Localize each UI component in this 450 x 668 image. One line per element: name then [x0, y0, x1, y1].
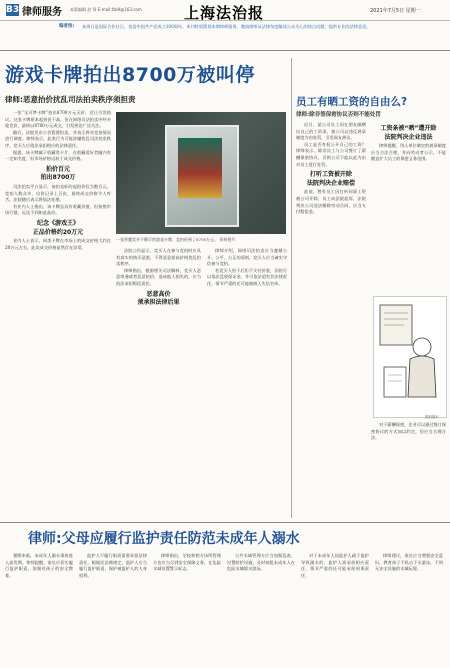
main-article-center-column-2 [207, 248, 287, 510]
section-subheading: 拍出8700万 [40, 174, 76, 182]
paragraph: 律师介绍，网络司法拍卖应当遵循公开、公平、公正的原则，竞买人应当诚实守信参与竞拍。 [207, 248, 287, 267]
section-subheading: 打听工资被开除 [309, 171, 352, 179]
bottom-headline: 律师:父母应履行监护责任防范未成年人溺水 [28, 531, 300, 547]
section-subheading: 正品价格约20万元 [32, 228, 84, 236]
section-subheading: 拍价百元 [45, 165, 70, 173]
paragraph: 公共水域管理方应当加强巡查，设置防护设施，及时劝阻未成年人在危险水域嬉水游泳。 [227, 553, 295, 572]
main-article-left-column [5, 110, 111, 510]
cartoon-drawing [374, 297, 446, 417]
right-article-column-2b [371, 422, 446, 512]
section-title: 律师服务 [22, 7, 62, 18]
paragraph: 对于未成年人因监护人疏于监护导致溺水的，监护人需承担相应责任，情节严重的还可能承担刑事责任。 [301, 553, 369, 578]
paragraph: 一张“宝可梦卡牌”拍出8700万元天价，近日引发热议。这张卡牌原本起拍价不高，但在网络司法拍卖中经多轮竞价，最终以8700万元成交，引发舆论广泛关注。 [5, 110, 111, 129]
card-artwork [178, 138, 222, 198]
paragraph: 律师指出，学校和相关场所管理方也应当尽到安全保障义务，在危险水域设置警示标志。 [153, 553, 221, 572]
paragraph: 随后，法院发布公告暂缓拍卖，并表示将对竞拍情况进行调查。律师表示，此类行为可能涉嫌扰乱司法拍卖秩序，竞买人应依法承担相应的法律责任。 [5, 129, 111, 148]
issue-date: 2021年7月5日 星期一 [370, 8, 421, 14]
right-headline: 员工有晒工资的自由么? [296, 96, 408, 108]
bottom-article-column [79, 553, 147, 665]
bottom-article-column [227, 553, 295, 665]
paragraph: 若竞买人拍下后拒不支付价款，法院可以依法没收保证金，并可依法追究其法律责任，情节严重的还可能被纳入失信名单。 [207, 267, 287, 286]
page-number-badge: B3 [6, 5, 20, 15]
right-subheadline: 律师:除非签保密协议否则不能处罚 [296, 112, 381, 118]
editor-credit: 本版编辑 赵 锋 E-mail:fzb9@163.com [70, 7, 142, 12]
paragraph: 此前，曾有员工因打听同事工资被公司开除，员工向法院起诉，法院判决公司违法解除劳动合同，应当支付赔偿金。 [296, 189, 366, 215]
paragraph: 律师指出，根据相关司法解释，竞买人恶意串通或者恶意抬价，造成他人损失的，应当依法承担赔偿责任。 [116, 267, 201, 286]
paragraph: 对于薪酬保密，企业可以通过签订保密协议的方式加以约定，但应当合理合法。 [371, 422, 446, 441]
paragraph: 业内人士表示，同类卡牌在市场上的成交价格大约在20万元左右，此次成交价格显然存在异常。 [5, 238, 111, 250]
photo-caption: 一张带题奖并不稀罕的游戏卡牌，竞拍价到了8700万元。 资料图片 [116, 237, 236, 242]
section-subheading: 恶意高价 [146, 290, 171, 298]
section-subheading: 纪念《游戏王》 [36, 219, 79, 227]
bottom-article-column [153, 553, 221, 665]
cartoon-illustration [373, 296, 447, 418]
bottom-article-column [301, 553, 369, 665]
right-article-column [296, 122, 366, 512]
section-subheading: 须承担法律后果 [137, 299, 180, 307]
paragraph: 律师提醒，用人单位制定的规章制度应当合法合理，并向劳动者公示，不能随意扩大员工的保密义务范围。 [371, 143, 446, 162]
cartoon-caption: 资料图片 [425, 415, 439, 419]
divider [0, 50, 450, 51]
editor-note-text: 本周日是国际合作社日，也是中国共产党成立100周年。本刊特别策划本期律师服务，邀请律师从法律角度解读公众关心的热点问题，提供专业的法律意见。 [82, 24, 371, 29]
section-subheading: 法院判决企业赔偿 [306, 179, 355, 187]
main-subheadline: 律师:恶意抬价扰乱司法拍卖秩序须担责 [5, 95, 136, 104]
main-headline: 游戏卡牌拍出8700万被叫停 [5, 64, 255, 86]
right-article-column-2 [371, 122, 446, 292]
paragraph: 据悉，该卡牌属于收藏类卡片，在收藏爱好者圈内有一定知名度，但市场价格远低于成交价格。 [5, 149, 111, 162]
paragraph: 近日，某公司员工因在朋友圈晒出自己的工资条，被公司以违反规章制度为由处罚，引发网友热议。 [296, 122, 366, 141]
column-divider [291, 58, 292, 518]
section-subheading: 工资条被“晒”遭开除 [380, 125, 437, 132]
bottom-article-column [375, 553, 443, 665]
divider [0, 522, 450, 523]
paragraph: 员工是否有权公开自己的工资？律师表示，除非员工与公司签订了薪酬保密协议，否则公司不能以此为由对员工进行处罚。 [296, 141, 366, 167]
newspaper-logo: 上海法治报 [184, 4, 265, 22]
paragraph: 律师建议，家长应当增强安全意识，教育孩子不私自下水游泳，不到无安全设施的水域玩耍。 [375, 553, 443, 572]
paragraph: 暑期来临，未成年人溺水事故进入高发期。律师提醒，家长应切实履行监护职责，加强对孩子的安全教育。 [5, 553, 73, 578]
paragraph: 监护人不履行职责需要承担法律责任。根据民法典规定，监护人应当履行监护职责，保护被监护人的人身权利。 [79, 553, 147, 578]
paragraph: 有业内人士指出，该卡牌虽具有收藏价值，但按照市场行情，远达不到如此高价。 [5, 203, 111, 216]
paragraph: 司法拍卖平台显示，该拍卖标的起拍价仅为数百元，竞拍人数众多，出价记录上百次，最终成交价格令人咋舌。法院随后表示将依法处理。 [5, 183, 111, 203]
main-article-center-column [116, 248, 201, 510]
editor-note-label: 编者按: [59, 24, 75, 29]
bottom-article-column [5, 553, 73, 665]
section-subheading: 法院判决企业违法 [384, 133, 433, 141]
paragraph: 法院公告显示，竞买人在参与竞拍时应具有真实的购买意愿，不得恶意抬高价格扰乱拍卖秩序。 [116, 248, 201, 267]
